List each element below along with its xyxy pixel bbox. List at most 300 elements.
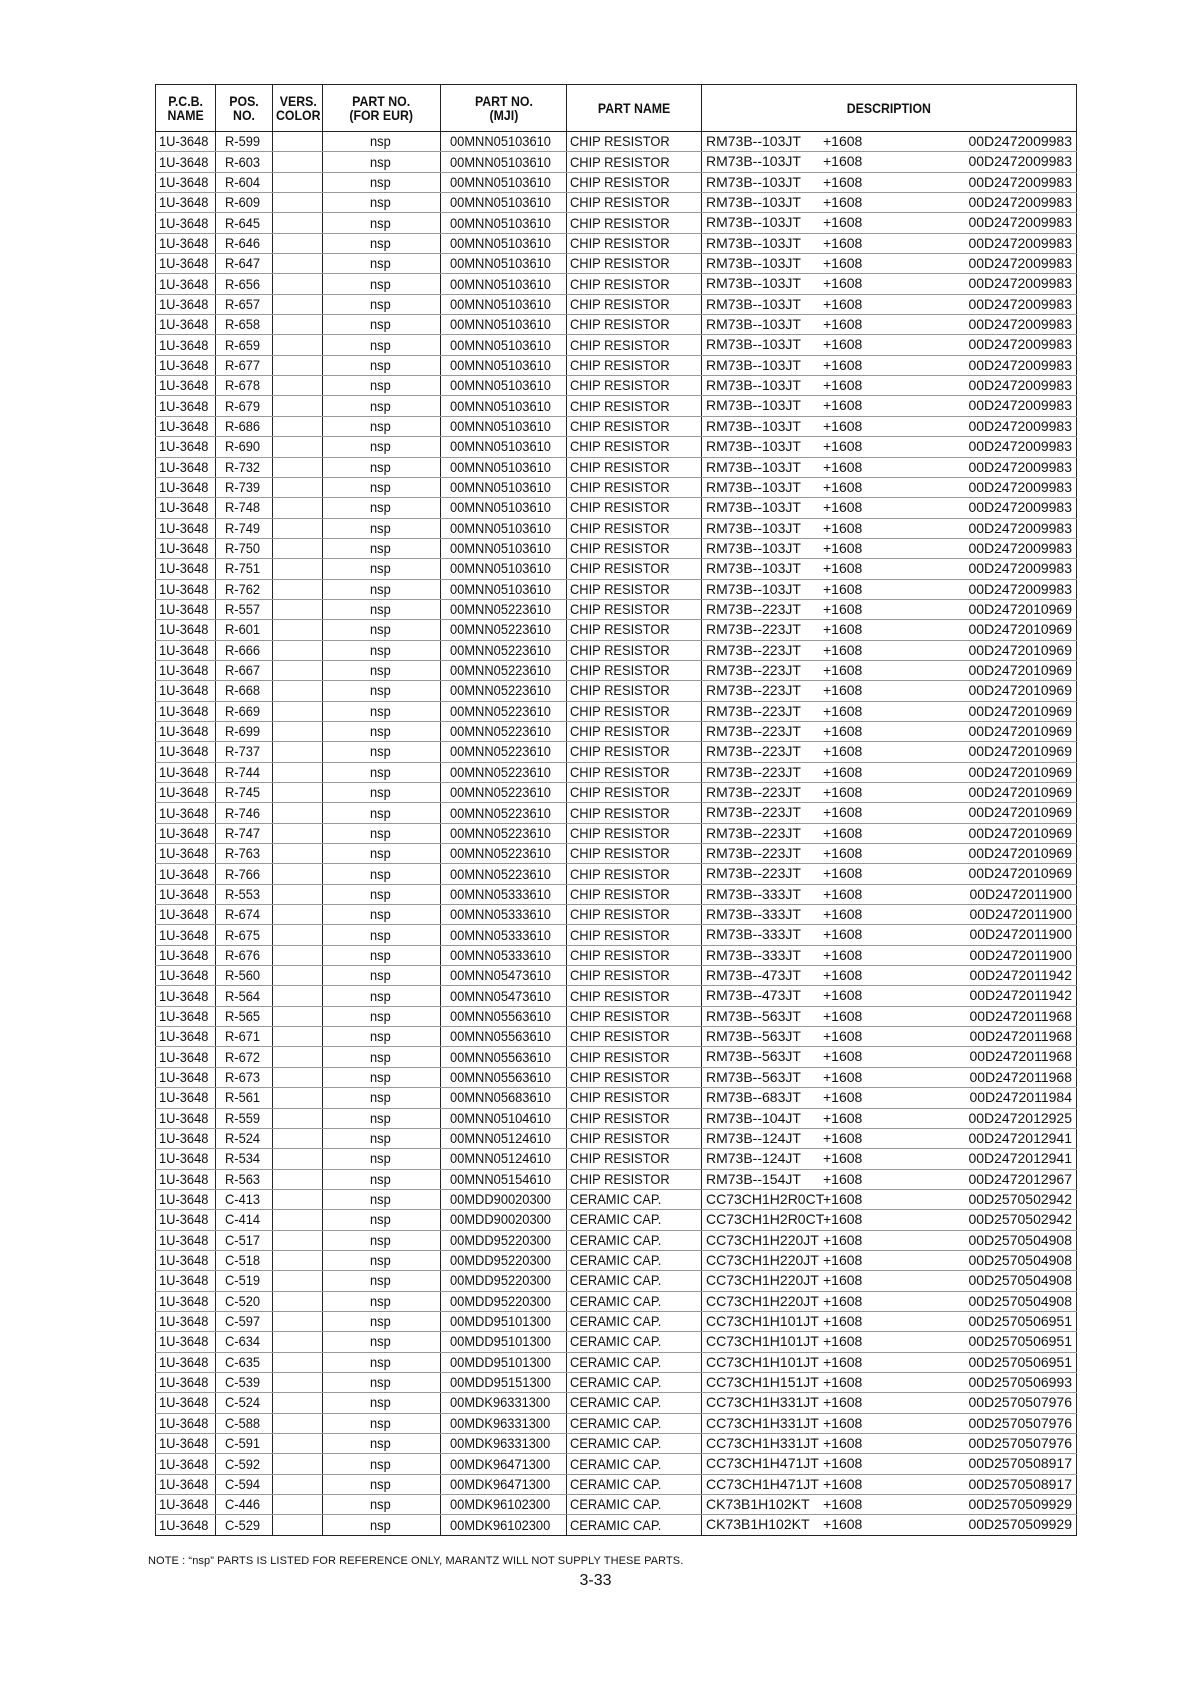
cell-part-no-mji: 00MNN05103610 <box>441 294 567 314</box>
cell-description <box>702 457 1077 477</box>
description-size: +1608 <box>823 234 863 251</box>
description-size: +1608 <box>823 885 863 902</box>
cell-pcb-name: 1U-3648 <box>156 315 216 335</box>
description-model: RM73B--103JT <box>706 356 801 373</box>
description-size: +1608 <box>823 1129 863 1146</box>
cell-vers-color <box>273 335 323 355</box>
cell-description <box>702 538 1077 558</box>
cell-pcb-name: 1U-3648 <box>156 701 216 721</box>
description-model: RM73B--223JT <box>706 682 801 699</box>
cell-part-no-mji: 00MNN05223610 <box>441 599 567 619</box>
cell-vers-color <box>273 599 323 619</box>
cell-pcb-name: 1U-3648 <box>156 1169 216 1189</box>
description-size: +1608 <box>823 784 863 800</box>
description-size: +1608 <box>823 824 863 841</box>
cell-vers-color <box>273 477 323 497</box>
cell-part-name: CHIP RESISTOR <box>567 498 702 518</box>
cell-pcb-name: 1U-3648 <box>156 559 216 579</box>
cell-part-name: CERAMIC CAP. <box>567 1311 702 1331</box>
description-model: RM73B--223JT <box>706 784 801 800</box>
table-row <box>156 559 1077 579</box>
description-model: CC73CH1H471JT <box>706 1455 819 1472</box>
cell-part-no-mji: 00MNN05223610 <box>441 864 567 884</box>
cell-description <box>702 1271 1077 1291</box>
cell-description <box>702 1189 1077 1209</box>
cell-description <box>702 1088 1077 1108</box>
cell-part-name: CHIP RESISTOR <box>567 1088 702 1108</box>
cell-vers-color <box>273 274 323 294</box>
cell-pos-no: R-672 <box>216 1047 273 1067</box>
cell-part-no-mji: 00MNN05223610 <box>441 620 567 640</box>
cell-part-no-eur: nsp <box>323 1250 441 1270</box>
cell-pos-no: C-529 <box>216 1515 273 1535</box>
description-model: RM73B--103JT <box>706 173 801 190</box>
cell-vers-color <box>273 1230 323 1250</box>
cell-part-no-eur: nsp <box>323 193 441 213</box>
cell-description <box>702 864 1077 884</box>
table-row <box>156 1047 1077 1067</box>
cell-pcb-name: 1U-3648 <box>156 1250 216 1270</box>
cell-pcb-name: 1U-3648 <box>156 294 216 314</box>
description-size: +1608 <box>823 1496 863 1513</box>
description-code: 00D2472011900 <box>969 926 1072 943</box>
description-code: 00D2472009983 <box>968 377 1072 394</box>
cell-vers-color <box>273 437 323 457</box>
description-size: +1608 <box>823 580 863 597</box>
cell-description <box>702 172 1077 192</box>
header-vers-color: VERS. COLOR <box>273 85 323 132</box>
table-row <box>156 538 1077 558</box>
cell-part-no-mji: 00MNN05223610 <box>441 823 567 843</box>
description-model: RM73B--563JT <box>706 1007 801 1024</box>
cell-part-no-eur: nsp <box>323 1128 441 1148</box>
cell-pcb-name: 1U-3648 <box>156 538 216 558</box>
table-row <box>156 315 1077 335</box>
description-size: +1608 <box>823 1353 863 1370</box>
description-size: +1608 <box>823 1109 863 1126</box>
description-size: +1608 <box>823 1251 863 1268</box>
cell-pos-no: C-446 <box>216 1495 273 1515</box>
cell-part-no-eur: nsp <box>323 416 441 436</box>
cell-pcb-name: 1U-3648 <box>156 1352 216 1372</box>
cell-part-name: CHIP RESISTOR <box>567 986 702 1006</box>
cell-part-no-eur: nsp <box>323 1291 441 1311</box>
cell-part-no-eur: nsp <box>323 701 441 721</box>
cell-description <box>702 213 1077 233</box>
description-code: 00D2570507976 <box>968 1435 1072 1451</box>
cell-pcb-name: 1U-3648 <box>156 945 216 965</box>
cell-description <box>702 844 1077 864</box>
table-row <box>156 396 1077 416</box>
cell-part-name: CHIP RESISTOR <box>567 803 702 823</box>
cell-vers-color <box>273 884 323 904</box>
description-code: 00D2472009983 <box>968 499 1072 516</box>
cell-pos-no: R-657 <box>216 294 273 314</box>
cell-pos-no: R-553 <box>216 884 273 904</box>
description-size: +1608 <box>823 539 863 556</box>
description-model: RM73B--223JT <box>706 661 801 678</box>
cell-part-no-mji: 00MNN05223610 <box>441 762 567 782</box>
cell-pos-no: C-517 <box>216 1230 273 1250</box>
table-row <box>156 213 1077 233</box>
cell-pcb-name: 1U-3648 <box>156 681 216 701</box>
cell-part-name: CHIP RESISTOR <box>567 559 702 579</box>
cell-description <box>702 681 1077 701</box>
table-row <box>156 1189 1077 1209</box>
table-row <box>156 660 1077 680</box>
cell-pcb-name: 1U-3648 <box>156 1067 216 1087</box>
cell-part-no-mji: 00MDK96102300 <box>441 1515 567 1535</box>
cell-part-no-mji: 00MNN05104610 <box>441 1108 567 1128</box>
description-size: +1608 <box>823 194 863 211</box>
cell-pos-no: C-519 <box>216 1271 273 1291</box>
description-code: 00D2472011900 <box>969 946 1072 963</box>
cell-pcb-name: 1U-3648 <box>156 1149 216 1169</box>
cell-description <box>702 742 1077 762</box>
cell-part-no-mji: 00MNN05103610 <box>441 376 567 396</box>
description-model: RM73B--103JT <box>706 336 801 353</box>
description-code: 00D2472012941 <box>968 1150 1072 1167</box>
cell-pos-no: R-675 <box>216 925 273 945</box>
cell-part-no-mji: 00MNN05223610 <box>441 660 567 680</box>
description-model: RM73B--103JT <box>706 580 801 597</box>
header-pos-no: POS. NO. <box>216 85 273 132</box>
table-row <box>156 193 1077 213</box>
cell-pcb-name: 1U-3648 <box>156 1128 216 1148</box>
description-size: +1608 <box>823 1414 863 1431</box>
description-code: 00D2472009983 <box>968 539 1072 556</box>
cell-part-no-mji: 00MNN05154610 <box>441 1169 567 1189</box>
cell-vers-color <box>273 132 323 152</box>
cell-part-name: CHIP RESISTOR <box>567 925 702 945</box>
cell-part-name: CHIP RESISTOR <box>567 1149 702 1169</box>
cell-description <box>702 498 1077 518</box>
cell-pcb-name: 1U-3648 <box>156 518 216 538</box>
cell-part-no-eur: nsp <box>323 1047 441 1067</box>
table-row <box>156 966 1077 986</box>
description-size: +1608 <box>823 478 863 495</box>
description-code: 00D2472009983 <box>968 397 1072 414</box>
cell-pos-no: R-646 <box>216 233 273 253</box>
cell-pos-no: R-737 <box>216 742 273 762</box>
cell-pcb-name: 1U-3648 <box>156 1311 216 1331</box>
description-model: CC73CH1H220JT <box>706 1292 819 1309</box>
cell-part-no-mji: 00MNN05103610 <box>441 518 567 538</box>
cell-pcb-name: 1U-3648 <box>156 925 216 945</box>
cell-pos-no: R-686 <box>216 416 273 436</box>
cell-pcb-name: 1U-3648 <box>156 1372 216 1392</box>
cell-vers-color <box>273 1311 323 1331</box>
table-row <box>156 945 1077 965</box>
cell-pcb-name: 1U-3648 <box>156 274 216 294</box>
cell-pos-no: R-674 <box>216 905 273 925</box>
cell-part-no-mji: 00MDK96471300 <box>441 1454 567 1474</box>
cell-pos-no: R-599 <box>216 132 273 152</box>
cell-part-no-eur: nsp <box>323 864 441 884</box>
description-code: 00D2472009983 <box>968 356 1072 373</box>
description-model: CC73CH1H220JT <box>706 1272 819 1289</box>
cell-pos-no: R-747 <box>216 823 273 843</box>
cell-description <box>702 274 1077 294</box>
cell-pos-no: C-592 <box>216 1454 273 1474</box>
cell-part-no-mji: 00MNN05103610 <box>441 538 567 558</box>
cell-part-no-mji: 00MNN05563610 <box>441 1047 567 1067</box>
cell-description <box>702 823 1077 843</box>
description-model: RM73B--333JT <box>706 946 801 963</box>
cell-part-no-mji: 00MDD95151300 <box>441 1372 567 1392</box>
description-code: 00D2472009983 <box>968 214 1072 231</box>
cell-part-no-eur: nsp <box>323 315 441 335</box>
cell-part-name: CHIP RESISTOR <box>567 1108 702 1128</box>
cell-part-no-eur: nsp <box>323 579 441 599</box>
cell-part-no-mji: 00MNN05103610 <box>441 254 567 274</box>
cell-description <box>702 1149 1077 1169</box>
cell-part-no-mji: 00MNN05124610 <box>441 1128 567 1148</box>
cell-pos-no: R-748 <box>216 498 273 518</box>
description-model: RM73B--223JT <box>706 763 801 780</box>
cell-part-name: CHIP RESISTOR <box>567 477 702 497</box>
cell-description <box>702 1495 1077 1515</box>
cell-vers-color <box>273 1088 323 1108</box>
cell-pos-no: R-659 <box>216 335 273 355</box>
cell-vers-color <box>273 559 323 579</box>
cell-pos-no: R-671 <box>216 1027 273 1047</box>
cell-pcb-name: 1U-3648 <box>156 1047 216 1067</box>
cell-description <box>702 1413 1077 1433</box>
description-model: RM73B--223JT <box>706 641 801 658</box>
cell-vers-color <box>273 660 323 680</box>
footer-note: NOTE : “nsp” PARTS IS LISTED FOR REFERENCE ONLY, MARANTZ WILL NOT SUPPLY THESE PARTS. <box>148 1555 684 1567</box>
cell-pos-no: R-668 <box>216 681 273 701</box>
cell-pos-no: C-634 <box>216 1332 273 1352</box>
table-row <box>156 132 1077 152</box>
cell-part-name: CHIP RESISTOR <box>567 783 702 803</box>
cell-pcb-name: 1U-3648 <box>156 660 216 680</box>
cell-part-no-eur: nsp <box>323 1189 441 1209</box>
cell-vers-color <box>273 1067 323 1087</box>
cell-description <box>702 884 1077 904</box>
cell-part-no-eur: nsp <box>323 538 441 558</box>
header-part-name: PART NAME <box>567 85 702 132</box>
cell-part-name: CHIP RESISTOR <box>567 518 702 538</box>
cell-part-name: CERAMIC CAP. <box>567 1434 702 1454</box>
table-row <box>156 1454 1077 1474</box>
description-model: CC73CH1H101JT <box>706 1312 819 1329</box>
cell-part-name: CERAMIC CAP. <box>567 1189 702 1209</box>
cell-description <box>702 1230 1077 1250</box>
description-model: RM73B--103JT <box>706 377 801 394</box>
description-code: 00D2472010969 <box>968 784 1072 800</box>
cell-vers-color <box>273 1210 323 1230</box>
cell-part-no-eur: nsp <box>323 1495 441 1515</box>
cell-part-name: CHIP RESISTOR <box>567 905 702 925</box>
cell-description <box>702 599 1077 619</box>
cell-pos-no: R-732 <box>216 457 273 477</box>
cell-pcb-name: 1U-3648 <box>156 1495 216 1515</box>
cell-vers-color <box>273 823 323 843</box>
description-model: RM73B--103JT <box>706 499 801 516</box>
cell-pos-no: R-667 <box>216 660 273 680</box>
description-code: 00D2570508917 <box>968 1475 1072 1492</box>
description-model: RM73B--223JT <box>706 824 801 841</box>
cell-part-no-mji: 00MNN05563610 <box>441 1067 567 1087</box>
description-code: 00D2570509929 <box>968 1496 1072 1513</box>
description-model: RM73B--683JT <box>706 1089 801 1106</box>
cell-description <box>702 193 1077 213</box>
cell-pcb-name: 1U-3648 <box>156 1108 216 1128</box>
cell-pos-no: R-560 <box>216 966 273 986</box>
cell-description <box>702 640 1077 660</box>
cell-description <box>702 1128 1077 1148</box>
cell-part-no-eur: nsp <box>323 783 441 803</box>
cell-part-name: CHIP RESISTOR <box>567 701 702 721</box>
cell-pos-no: C-539 <box>216 1372 273 1392</box>
cell-description <box>702 620 1077 640</box>
cell-part-no-mji: 00MDK96331300 <box>441 1413 567 1433</box>
description-code: 00D2570507976 <box>968 1394 1072 1411</box>
cell-pos-no: R-603 <box>216 152 273 172</box>
cell-part-name: CHIP RESISTOR <box>567 538 702 558</box>
description-size: +1608 <box>823 946 863 963</box>
cell-vers-color <box>273 1271 323 1291</box>
cell-pcb-name: 1U-3648 <box>156 1413 216 1433</box>
cell-pos-no: C-591 <box>216 1434 273 1454</box>
description-model: CC73CH1H471JT <box>706 1475 819 1492</box>
description-model: RM73B--223JT <box>706 865 801 882</box>
cell-vers-color <box>273 1515 323 1535</box>
table-row <box>156 355 1077 375</box>
table-row <box>156 1108 1077 1128</box>
cell-pos-no: R-645 <box>216 213 273 233</box>
description-code: 00D2570506951 <box>968 1353 1072 1370</box>
cell-part-no-mji: 00MNN05103610 <box>441 193 567 213</box>
cell-part-no-mji: 00MNN05683610 <box>441 1088 567 1108</box>
description-size: +1608 <box>823 560 863 577</box>
cell-vers-color <box>273 1372 323 1392</box>
cell-part-no-mji: 00MDK96102300 <box>441 1495 567 1515</box>
cell-description <box>702 1067 1077 1087</box>
description-code: 00D2570506951 <box>968 1333 1072 1350</box>
cell-pos-no: C-414 <box>216 1210 273 1230</box>
description-model: CC73CH1H101JT <box>706 1353 819 1370</box>
cell-part-no-eur: nsp <box>323 1393 441 1413</box>
cell-part-name: CHIP RESISTOR <box>567 233 702 253</box>
cell-part-no-eur: nsp <box>323 1474 441 1494</box>
cell-vers-color <box>273 721 323 741</box>
cell-pcb-name: 1U-3648 <box>156 152 216 172</box>
description-model: CC73CH1H331JT <box>706 1394 819 1411</box>
cell-description <box>702 1311 1077 1331</box>
description-model: CC73CH1H2R0CT <box>706 1211 825 1228</box>
table-row <box>156 1311 1077 1331</box>
description-size: +1608 <box>823 458 863 475</box>
cell-pos-no: R-656 <box>216 274 273 294</box>
table-row <box>156 844 1077 864</box>
description-code: 00D2472010969 <box>968 661 1072 678</box>
table-row <box>156 783 1077 803</box>
cell-part-no-mji: 00MDD95220300 <box>441 1291 567 1311</box>
table-row <box>156 701 1077 721</box>
cell-description <box>702 376 1077 396</box>
description-code: 00D2472011942 <box>969 967 1072 984</box>
cell-vers-color <box>273 1454 323 1474</box>
cell-pos-no: R-762 <box>216 579 273 599</box>
description-size: +1608 <box>823 1170 863 1187</box>
cell-vers-color <box>273 193 323 213</box>
cell-vers-color <box>273 1291 323 1311</box>
cell-pcb-name: 1U-3648 <box>156 1332 216 1352</box>
cell-part-no-mji: 00MNN05223610 <box>441 783 567 803</box>
description-size: +1608 <box>823 1455 863 1472</box>
cell-vers-color <box>273 518 323 538</box>
cell-part-no-eur: nsp <box>323 1372 441 1392</box>
description-model: RM73B--103JT <box>706 397 801 414</box>
cell-part-no-eur: nsp <box>323 1169 441 1189</box>
description-size: +1608 <box>823 865 863 882</box>
cell-description <box>702 1291 1077 1311</box>
header-part-no-eur: PART NO. (FOR EUR) <box>323 85 441 132</box>
cell-part-name: CHIP RESISTOR <box>567 437 702 457</box>
description-code: 00D2472010969 <box>968 641 1072 658</box>
description-size: +1608 <box>823 804 863 821</box>
cell-part-no-eur: nsp <box>323 844 441 864</box>
cell-vers-color <box>273 986 323 1006</box>
cell-vers-color <box>273 1332 323 1352</box>
cell-vers-color <box>273 457 323 477</box>
description-code: 00D2472011984 <box>969 1089 1072 1106</box>
description-model: RM73B--103JT <box>706 539 801 556</box>
cell-pos-no: R-744 <box>216 762 273 782</box>
description-code: 00D2472009983 <box>968 133 1072 149</box>
cell-part-name: CHIP RESISTOR <box>567 416 702 436</box>
cell-part-name: CHIP RESISTOR <box>567 1027 702 1047</box>
cell-part-name: CERAMIC CAP. <box>567 1393 702 1413</box>
description-code: 00D2570506993 <box>968 1373 1072 1390</box>
table-row <box>156 823 1077 843</box>
cell-pcb-name: 1U-3648 <box>156 742 216 762</box>
cell-description <box>702 986 1077 1006</box>
description-size: +1608 <box>823 153 863 170</box>
cell-part-no-mji: 00MNN05103610 <box>441 274 567 294</box>
cell-description <box>702 355 1077 375</box>
cell-vers-color <box>273 1006 323 1026</box>
table-row <box>156 1149 1077 1169</box>
cell-vers-color <box>273 1189 323 1209</box>
description-code: 00D2472010969 <box>968 722 1072 739</box>
description-code: 00D2472011900 <box>969 906 1072 923</box>
description-code: 00D2472010969 <box>968 763 1072 780</box>
table-row <box>156 274 1077 294</box>
header-part-no-mji: PART NO. (MJI) <box>441 85 567 132</box>
cell-part-no-mji: 00MDD95220300 <box>441 1250 567 1270</box>
table-row <box>156 172 1077 192</box>
cell-description <box>702 1250 1077 1270</box>
description-model: RM73B--103JT <box>706 438 801 455</box>
cell-part-name: CHIP RESISTOR <box>567 660 702 680</box>
cell-part-no-mji: 00MDD90020300 <box>441 1189 567 1209</box>
description-size: +1608 <box>823 1150 863 1167</box>
description-size: +1608 <box>823 417 863 434</box>
cell-pcb-name: 1U-3648 <box>156 640 216 660</box>
table-row <box>156 681 1077 701</box>
cell-part-name: CHIP RESISTOR <box>567 213 702 233</box>
cell-part-no-eur: nsp <box>323 254 441 274</box>
cell-part-no-eur: nsp <box>323 1311 441 1331</box>
cell-pos-no: R-666 <box>216 640 273 660</box>
cell-pos-no: R-604 <box>216 172 273 192</box>
cell-part-no-eur: nsp <box>323 599 441 619</box>
cell-part-name: CHIP RESISTOR <box>567 620 702 640</box>
